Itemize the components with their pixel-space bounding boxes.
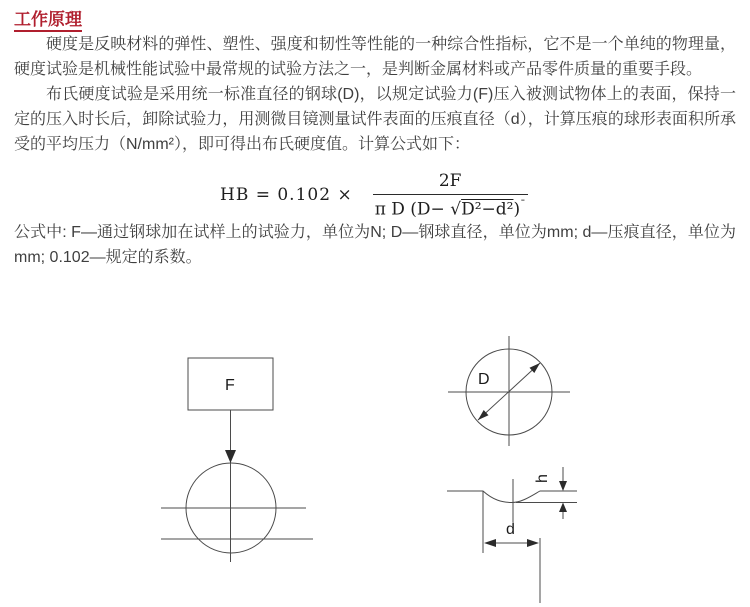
paragraph-hardness-intro: 硬度是反映材料的弹性、塑性、强度和韧性等性能的一种综合性指标，它不是一个单纯的物理量，硬度试验是机械性能试验中最常规的试验方法之一，是判断金属材料或产品零件质量的重要手段。 [14, 36, 736, 78]
formula-den-pre: π D (D− [374, 199, 451, 220]
article-body [0, 0, 750, 270]
section-title: 工作原理 [14, 10, 82, 32]
brinell-formula [220, 171, 736, 220]
d-arrowhead-left [484, 539, 496, 547]
ball-diameter-label: D [478, 371, 490, 388]
depth-arrowhead-up [559, 503, 567, 513]
radical-sign: √ [450, 199, 462, 220]
d-arrowhead-right [527, 539, 539, 547]
formula-radicand: D²−d² [461, 199, 514, 220]
indent-diameter-label: d [506, 521, 515, 538]
force-label: F [225, 377, 235, 394]
depth-arrowhead-down [559, 481, 567, 491]
indentation-profile [447, 491, 577, 503]
formula-lhs: HB = 0.102 × [220, 185, 353, 206]
formula-numerator: 2F [373, 171, 528, 195]
paragraph-brinell-method: 布氏硬度试验是采用统一标准直径的钢球(D)，以规定试验力(F)压入被测试物体上的表面，保持一定的压入时长后，卸除试验力，用测微目镜测量试件表面的压痕直径（d），计算压痕的球形表面积所承受的平均压力（N/mm²），即可得出布氏硬度值。计算公式如下： [14, 86, 736, 153]
force-arrowhead [225, 450, 236, 463]
formula-fraction [373, 171, 528, 220]
formula-den-post: ) [513, 199, 521, 220]
brinell-test-diagram [0, 330, 750, 607]
formula-denominator [373, 195, 528, 220]
paragraph-formula-legend: 公式中: F—通过钢球加在试样上的试验力，单位为N; D—钢球直径，单位为mm; d—压痕直径，单位为mm; 0.102—规定的系数。 [14, 223, 736, 266]
depth-label: h [534, 474, 551, 483]
formula-den-superscript: ¯ [520, 198, 526, 211]
